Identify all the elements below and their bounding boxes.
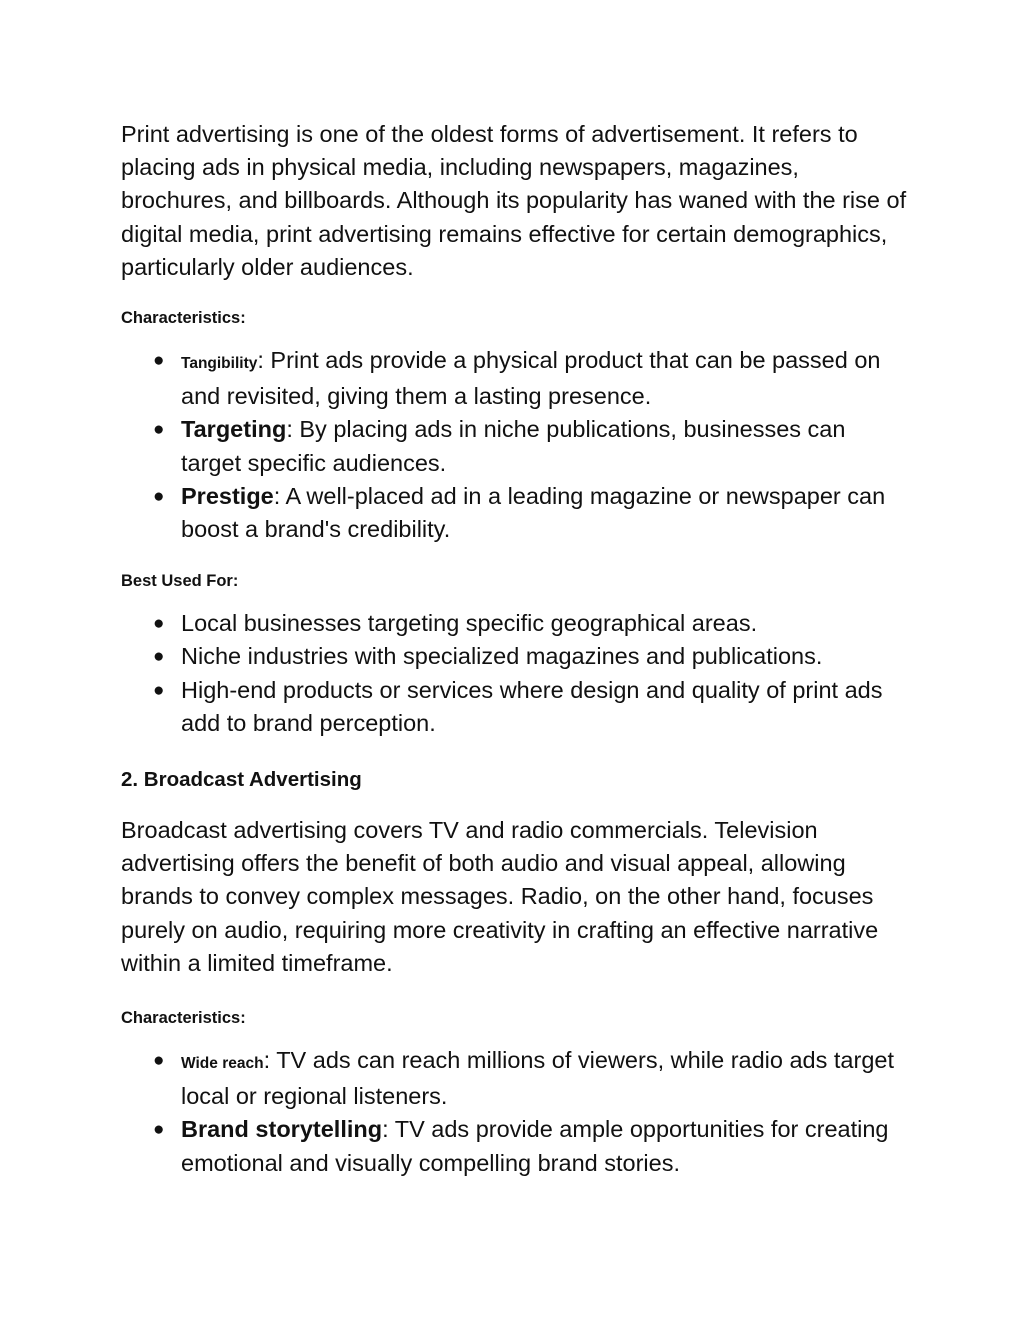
term-description: : TV ads can reach millions of viewers, while radio ads target local or regional listeners. (181, 1047, 895, 1110)
term-label: Targeting (181, 416, 287, 443)
term-description: : TV ads provide ample opportunities for creating emotional and visually compelling brand stories. (181, 1116, 889, 1176)
document-page (121, 118, 911, 1180)
term-description: : A well-placed ad in a leading magazine or newspaper can boost a brand's credibility. (181, 482, 886, 543)
intro-paragraph: Print advertising is one of the oldest forms of advertisement. It refers to placing ads in physical media, including newspapers, magazines, brochures, and billboards. Although its popularity has waned with the rise of digital media, print advertising remains effective for certain demographics, particularly older audiences. (121, 121, 907, 280)
best-used-heading: Best Used For: (121, 572, 239, 591)
best-used-list (121, 607, 911, 740)
term-label: Tangibility (181, 355, 258, 373)
bullet-icon: ● (153, 613, 165, 635)
term-label: Brand storytelling (181, 1116, 383, 1143)
term-description: : Print ads provide a physical product that can be passed on and revisited, giving them a lasting presence. (181, 347, 881, 410)
list-item-text: High-end products or services where design and quality of print ads add to brand perception. (181, 676, 883, 736)
list-item (121, 344, 911, 413)
list-item (121, 607, 911, 640)
bullet-icon: ● (153, 679, 165, 701)
print-characteristics-list (121, 344, 911, 546)
bullet-icon: ● (153, 646, 165, 668)
section-heading: 2. Broadcast Advertising (121, 768, 362, 792)
list-item (121, 480, 911, 546)
term-description: : By placing ads in niche publications, businesses can target specific audiences. (181, 416, 846, 476)
broadcast-characteristics-list (121, 1044, 911, 1180)
bullet-icon: ● (153, 350, 165, 372)
broadcast-paragraph: Broadcast advertising covers TV and radio commercials. Television advertising offers the benefit of both audio and visual appeal, allowing brands to convey complex messages. Radio, on the other hand, focuses purely on audio, requiring more creativity in crafting an effective narrative within a limited timeframe. (121, 817, 879, 976)
list-item (121, 1044, 911, 1113)
list-item (121, 674, 911, 740)
bullet-icon: ● (153, 419, 165, 441)
list-item-text: Niche industries with specialized magazines and publications. (181, 643, 823, 670)
list-item-text: Local businesses targeting specific geographical areas. (181, 610, 758, 637)
bullet-icon: ● (153, 1119, 165, 1141)
bullet-icon: ● (153, 1050, 165, 1072)
term-label: Wide reach (181, 1055, 264, 1073)
term-label: Prestige (181, 482, 274, 509)
bullet-icon: ● (153, 485, 165, 507)
broadcast-characteristics-heading: Characteristics: (121, 1009, 246, 1028)
list-item (121, 413, 911, 479)
print-characteristics-heading: Characteristics: (121, 309, 246, 328)
list-item (121, 640, 911, 673)
list-item (121, 1113, 911, 1179)
